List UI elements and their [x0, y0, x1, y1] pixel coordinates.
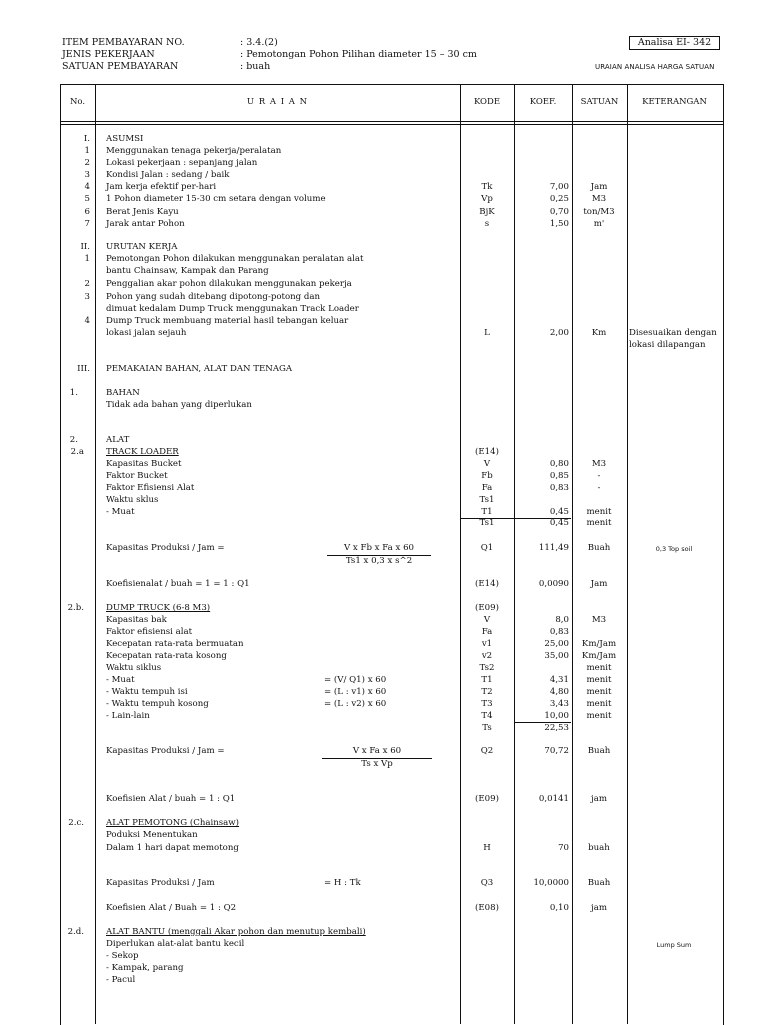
- row-kode: Vp: [481, 194, 493, 204]
- row-koef: 2,00: [549, 328, 569, 338]
- row-text: Kapasitas Produksi / Jam =: [106, 543, 225, 553]
- row-text: - Muat: [106, 675, 135, 685]
- row-kode: Fb: [481, 471, 493, 481]
- row-koef: 0,83: [549, 483, 569, 493]
- row-formula: = (L : v1) x 60: [324, 687, 387, 697]
- row-koef: 70,72: [544, 746, 569, 756]
- row-koef: 0,80: [549, 459, 569, 469]
- row-kode: Q1: [480, 543, 494, 553]
- subsection-title: BAHAN: [106, 388, 140, 398]
- col-header-keterangan: KETERANGAN: [642, 97, 707, 107]
- col-header-koef: KOEF.: [529, 97, 557, 107]
- row-satuan: jam: [591, 903, 607, 913]
- row-kode: T3: [481, 699, 493, 709]
- row-kode: (E14): [475, 447, 499, 457]
- row-text: Penggalian akar pohon dilakukan menggunakan pekerja: [106, 279, 352, 289]
- row-koef: 10,00: [544, 711, 569, 721]
- row-satuan: Buah: [587, 543, 611, 553]
- col-header-uraian: U R A I A N: [246, 97, 309, 107]
- row-kode: Tk: [481, 182, 493, 192]
- row-satuan: menit: [586, 663, 612, 673]
- row-kode: (E14): [475, 579, 499, 589]
- row-kode: v2: [481, 651, 493, 661]
- row-formula: = (V/ Q1) x 60: [324, 675, 387, 685]
- row-no: 4: [84, 316, 90, 326]
- row-no: 6: [84, 207, 90, 217]
- row-kode: Fa: [481, 483, 493, 493]
- row-no: 2: [84, 279, 90, 289]
- formula-numerator: V x Fa x 60: [352, 746, 402, 756]
- row-no: 2.a: [70, 447, 84, 457]
- row-koef: 7,00: [549, 182, 569, 192]
- row-text: - Sekop: [106, 951, 139, 961]
- row-satuan: m': [593, 219, 605, 229]
- row-kode: T1: [481, 507, 493, 517]
- row-text: - Lain-lain: [106, 711, 150, 721]
- satuan-value: : buah: [240, 61, 271, 72]
- col-header-no: No.: [69, 97, 86, 107]
- row-satuan: menit: [586, 507, 612, 517]
- row-koef: 0,45: [549, 518, 569, 528]
- row-kode: Q2: [480, 746, 494, 756]
- row-text: Kapasitas Produksi / Jam =: [106, 746, 225, 756]
- header-divider: [60, 121, 723, 122]
- item-value: : 3.4.(2): [240, 37, 278, 48]
- row-text: Pohon yang sudah ditebang dipotong-potong dan: [106, 292, 321, 302]
- row-kode: (E09): [475, 603, 499, 613]
- row-satuan: menit: [586, 675, 612, 685]
- row-text: - Pacul: [106, 975, 136, 985]
- row-keterangan: Lump Sum: [656, 941, 692, 949]
- row-text: Koefisien Alat / buah = 1 : Q1: [106, 794, 236, 804]
- row-text: Kecepatan rata-rata bermuatan: [106, 639, 244, 649]
- row-kode: v1: [481, 639, 493, 649]
- row-no: III.: [77, 364, 90, 374]
- row-text: Waktu siklus: [106, 663, 162, 673]
- row-satuan: ton/M3: [583, 207, 615, 217]
- row-kode: H: [483, 843, 491, 853]
- satuan-label: SATUAN PEMBAYARAN: [62, 61, 179, 72]
- row-koef: 3,43: [549, 699, 569, 709]
- row-text: Tidak ada bahan yang diperlukan: [106, 400, 252, 410]
- equipment-title: ALAT PEMOTONG (Chainsaw): [106, 818, 240, 828]
- analysis-ref-box: Analisa EI- 342: [629, 36, 720, 50]
- equipment-title: TRACK LOADER: [106, 447, 179, 457]
- row-koef: 4,31: [549, 675, 569, 685]
- row-text: Koefisien Alat / Buah = 1 : Q2: [106, 903, 237, 913]
- row-satuan: menit: [586, 687, 612, 697]
- row-koef: 1,50: [549, 219, 569, 229]
- row-kode: (E09): [475, 794, 499, 804]
- row-koef: 0,0141: [538, 794, 569, 804]
- row-satuan: buah: [588, 843, 610, 853]
- row-keterangan: Disesuaikan dengan: [629, 328, 717, 338]
- row-no: 1: [84, 146, 90, 156]
- row-no: 1: [84, 254, 90, 264]
- row-text: Faktor efisiensi alat: [106, 627, 193, 637]
- formula-denominator: Ts x Vp: [361, 759, 393, 769]
- equipment-title: DUMP TRUCK (6-8 M3): [106, 603, 211, 613]
- row-koef: 10,0000: [533, 878, 569, 888]
- row-no: 4: [84, 182, 90, 192]
- subsection-title: ALAT: [106, 435, 130, 445]
- section-title: ASUMSI: [106, 134, 144, 144]
- row-koef: 22,53: [544, 723, 569, 733]
- row-text: Pemotongan Pohon dilakukan menggunakan peralatan alat: [106, 254, 364, 264]
- row-kode: Ts2: [479, 663, 495, 673]
- row-kode: s: [484, 219, 490, 229]
- row-text: Koefisienalat / buah = 1 = 1 : Q1: [106, 579, 250, 589]
- row-text: Kapasitas Bucket: [106, 459, 182, 469]
- row-text: Poduksi Menentukan: [106, 830, 198, 840]
- row-keterangan: 0,3 Top soil: [655, 545, 693, 553]
- row-no: 3: [84, 292, 90, 302]
- row-no: II.: [80, 242, 90, 252]
- row-no: 2.c.: [68, 818, 84, 828]
- col-divider: [514, 84, 515, 1024]
- row-kode: Q3: [480, 878, 494, 888]
- row-koef: 0,45: [549, 507, 569, 517]
- col-divider: [460, 84, 461, 1024]
- row-kode: T2: [481, 687, 493, 697]
- row-text: Kecepatan rata-rata kosong: [106, 651, 227, 661]
- row-satuan: M3: [591, 615, 607, 625]
- row-text: - Waktu tempuh kosong: [106, 699, 209, 709]
- row-no: 2.b.: [67, 603, 84, 613]
- row-no: 7: [84, 219, 90, 229]
- row-text: Waktu sklus: [106, 495, 159, 505]
- row-koef: 0,70: [549, 207, 569, 217]
- row-kode: T4: [481, 711, 493, 721]
- row-text: Dump Truck membuang material hasil tebangan keluar: [106, 316, 349, 326]
- row-satuan: menit: [586, 711, 612, 721]
- row-text: Faktor Efisiensi Alat: [106, 483, 195, 493]
- row-text: Dalam 1 hari dapat memotong: [106, 843, 239, 853]
- row-satuan: Km: [591, 328, 607, 338]
- row-satuan: M3: [591, 194, 607, 204]
- row-kode: Ts1: [479, 495, 495, 505]
- row-kode: L: [484, 328, 490, 338]
- row-formula: = (L : v2) x 60: [324, 699, 387, 709]
- row-text: Berat Jenis Kayu: [106, 207, 179, 217]
- row-kode: V: [483, 459, 491, 469]
- row-satuan: jam: [591, 794, 607, 804]
- row-koef: 8,0: [555, 615, 569, 625]
- row-koef: 35,00: [544, 651, 569, 661]
- row-satuan: Km/Jam: [581, 651, 617, 661]
- jenis-label: JENIS PEKERJAAN: [62, 49, 155, 60]
- row-text: Kapasitas bak: [106, 615, 167, 625]
- row-koef: 4,80: [549, 687, 569, 697]
- jenis-value: : Pemotongan Pohon Pilihan diameter 15 – 30 cm: [240, 49, 477, 60]
- equipment-title: ALAT BANTU (menggali Akar pohon dan menutup kembali): [106, 927, 366, 937]
- row-satuan: menit: [586, 699, 612, 709]
- row-no: 1.: [69, 388, 78, 398]
- row-kode: (E08): [475, 903, 499, 913]
- row-koef: 25,00: [544, 639, 569, 649]
- row-no: 3: [84, 170, 90, 180]
- row-kode: BjK: [479, 207, 495, 217]
- row-keterangan: lokasi dilapangan: [629, 340, 706, 350]
- section-title: PEMAKAIAN BAHAN, ALAT DAN TENAGA: [106, 364, 293, 374]
- row-koef: 70: [558, 843, 569, 853]
- row-kode: T1: [481, 675, 493, 685]
- row-satuan: Jam: [590, 182, 608, 192]
- row-no: 2.d.: [67, 927, 84, 937]
- formula-denominator: Ts1 x 0,3 x s^2: [345, 556, 413, 566]
- col-header-kode: KODE: [473, 97, 501, 107]
- row-text: 1 Pohon diameter 15-30 cm setara dengan volume: [106, 194, 326, 204]
- row-text: - Kampak, parang: [106, 963, 184, 973]
- row-satuan: Jam: [590, 579, 608, 589]
- row-no: I.: [83, 134, 90, 144]
- row-satuan: Buah: [587, 746, 611, 756]
- row-text: - Waktu tempuh isi: [106, 687, 188, 697]
- row-satuan: Buah: [587, 878, 611, 888]
- row-koef: 0,25: [549, 194, 569, 204]
- row-koef: 0,83: [549, 627, 569, 637]
- row-no: 5: [84, 194, 90, 204]
- header-divider: [60, 124, 723, 125]
- col-header-satuan: SATUAN: [580, 97, 619, 107]
- document-subtitle: URAIAN ANALISA HARGA SATUAN: [595, 63, 715, 71]
- row-text: Kapasitas Produksi / Jam: [106, 878, 215, 888]
- row-text: lokasi jalan sejauh: [106, 328, 187, 338]
- row-formula: = H : Tk: [324, 878, 361, 888]
- row-satuan: Km/Jam: [581, 639, 617, 649]
- row-text: Diperlukan alat-alat bantu kecil: [106, 939, 245, 949]
- formula-numerator: V x Fb x Fa x 60: [343, 543, 415, 553]
- row-koef: 0,0090: [538, 579, 569, 589]
- row-no: 2: [84, 158, 90, 168]
- row-text: bantu Chainsaw, Kampak dan Parang: [106, 266, 269, 276]
- row-satuan: -: [597, 471, 601, 481]
- row-koef: 0,85: [549, 471, 569, 481]
- row-no: 2.: [69, 435, 78, 445]
- col-divider: [95, 84, 96, 1024]
- row-koef: 0,10: [549, 903, 569, 913]
- item-label: ITEM PEMBAYARAN NO.: [62, 37, 185, 48]
- row-text: Kondisi Jalan : sedang / baik: [106, 170, 230, 180]
- row-text: Jam kerja efektif per-hari: [106, 182, 217, 192]
- section-title: URUTAN KERJA: [106, 242, 178, 252]
- row-text: - Muat: [106, 507, 135, 517]
- row-satuan: M3: [591, 459, 607, 469]
- row-text: dimuat kedalam Dump Truck menggunakan Track Loader: [106, 304, 359, 314]
- row-satuan: -: [597, 483, 601, 493]
- row-kode: Ts1: [479, 518, 495, 528]
- row-text: Faktor Bucket: [106, 471, 168, 481]
- row-kode: V: [483, 615, 491, 625]
- row-text: Lokasi pekerjaan : sepanjang jalan: [106, 158, 258, 168]
- row-kode: Ts: [482, 723, 492, 733]
- row-text: Menggunakan tenaga pekerja/peralatan: [106, 146, 282, 156]
- row-text: Jarak antar Pohon: [106, 219, 185, 229]
- row-koef: 111,49: [538, 543, 569, 553]
- row-kode: Fa: [481, 627, 493, 637]
- row-satuan: menit: [586, 518, 612, 528]
